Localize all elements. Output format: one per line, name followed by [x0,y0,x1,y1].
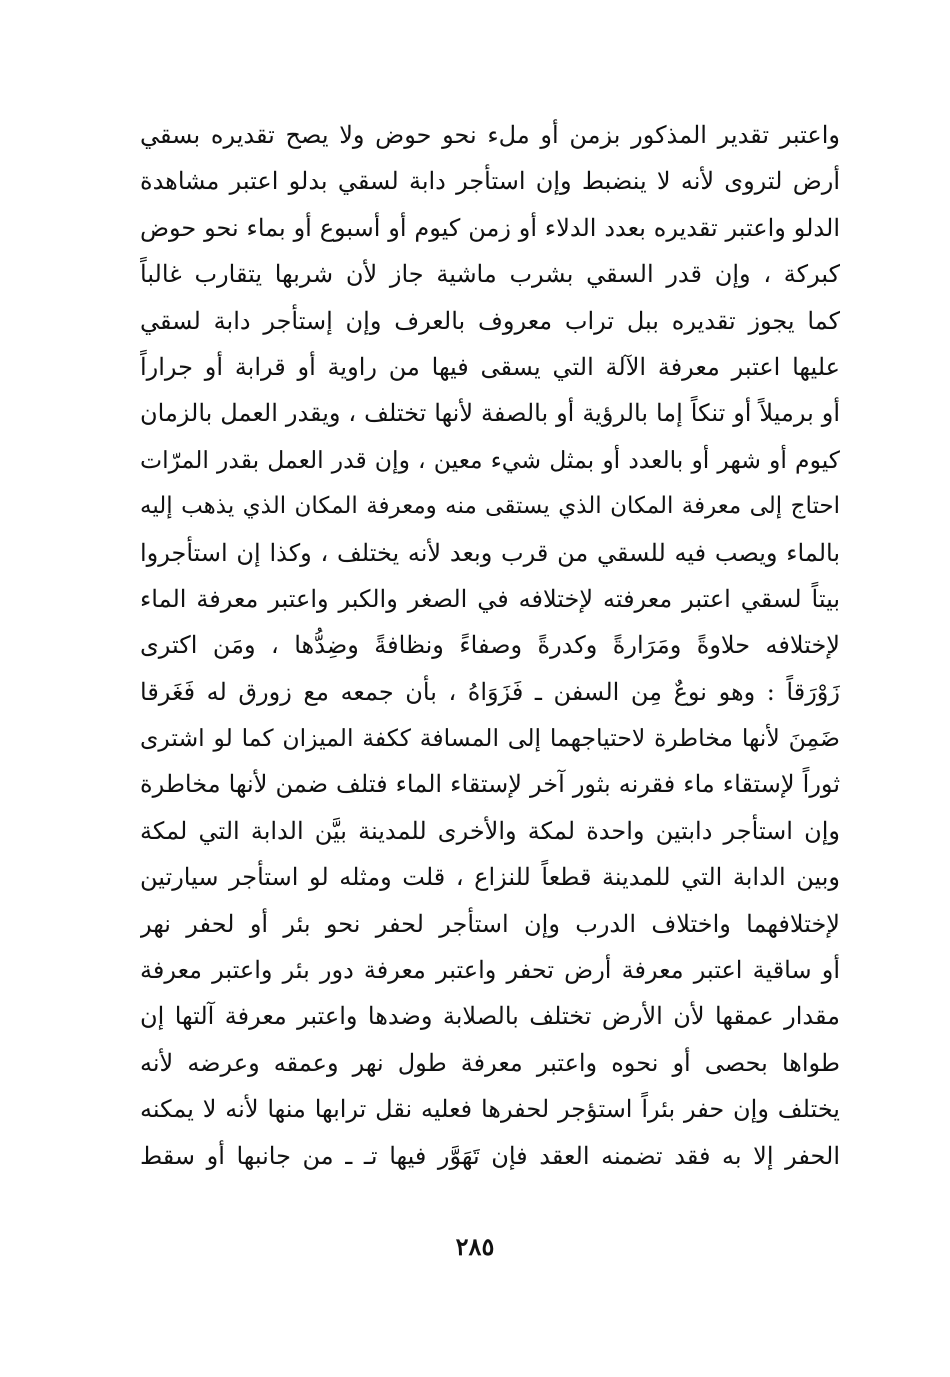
text-line-4: كبركة ، وإن قدر السقي بشرب ماشية جاز لأن شربها يتقارب غالباً [140,260,840,289]
body-text [140,112,840,1179]
text-line-16: وإن استأجر دابتين واحدة لمكة والأخرى للمدينة بيَّن الدابة التي لمكة [140,816,840,845]
text-line-12: لإختلافه حلاوةً ومَرَارةً وكدرةً وصفاءً ونظافةً وضِدُّها ، ومَن اكترى [140,631,840,660]
text-line-8: كيوم أو شهر أو بالعدد أو بمثل شيء معين ، وإن قدر العمل بقدر المرّات [140,445,840,474]
text-line-5: كما يجوز تقديره ببل تراب معروف بالعرف وإن إستأجر دابة لسقي [140,306,840,335]
text-line-23: الحفر إلا به فقد تضمنه العقد فإن تَهَوَّر فيها تـ ـ من جانبها أو سقط [140,1141,840,1170]
text-line-19: أو ساقية اعتبر معرفة أرض تحفر واعتبر معرفة دور بئر واعتبر معرفة [140,956,840,985]
text-line-2: أرض لتروى لأنه لا ينضبط وإن استأجر دابة لسقي بدلو اعتبر مشاهدة [140,167,840,196]
text-line-3: الدلو واعتبر تقديره بعدد الدلاء أو زمن كيوم أو أسبوع أو بماء نحو حوض [140,213,840,242]
text-line-9: احتاج إلى معرفة المكان الذي يستقى منه ومعرفة المكان الذي يذهب إليه [140,493,840,520]
text-line-22: يختلف وإن حفر بئراً استؤجر لحفرها فعليه نقل ترابها منها لأنه لا يمكنه [140,1095,840,1124]
text-line-20: مقدار عمقها لأن الأرض تختلف بالصلابة وضدها واعتبر معرفة آلتها إن [140,1002,840,1031]
text-line-15: ثوراً لإستقاء ماء فقرنه بثور آخر لإستقاء الماء فتلف ضمن لأنها مخاطرة [140,770,840,799]
text-line-13: زَوْرَقاً : وهو نوعٌ مِن السفن ـ فَزَوَاهُ ، بأن جمعه مع زورق له فَغَرقا [140,677,840,706]
page-number: ٢٨٥ [455,1232,495,1261]
text-line-10: بالماء ويصب فيه للسقي من قرب وبعد لأنه يختلف ، وكذا إن استأجروا [140,538,840,567]
text-line-14: ضَمِنَ لأنها مخاطرة لاحتياجهما إلى المسافة ككفة الميزان كما لو اشترى [140,724,840,753]
text-line-6: عليها اعتبر معرفة الآلة التي يسقى فيها من راوية أو قرابة أو جراراً [140,352,840,381]
text-line-11: بيتاً لسقي اعتبر معرفته لإختلافه في الصغر والكبر واعتبر معرفة الماء [140,584,840,613]
text-line-17: وبين الدابة التي للمدينة قطعاً للنزاع ، قلت ومثله لو استأجر سيارتين [140,863,840,892]
text-line-21: طواها بحصى أو نحوه واعتبر معرفة طول نهر وعمقه وعرضه لأنه [140,1048,840,1077]
text-line-18: لإختلافهما واختلاف الدرب وإن استأجر لحفر نحو بئر أو لحفر نهر [140,909,840,938]
text-line-7: أو برميلاً أو تنكاً إما بالرؤية أو بالصفة لأنها تختلف ، ويقدر العمل بالزمان [140,399,840,428]
text-line-1: واعتبر تقدير المذكور بزمن أو ملء نحو حوض ولا يصح تقديره بسقي [140,121,840,149]
